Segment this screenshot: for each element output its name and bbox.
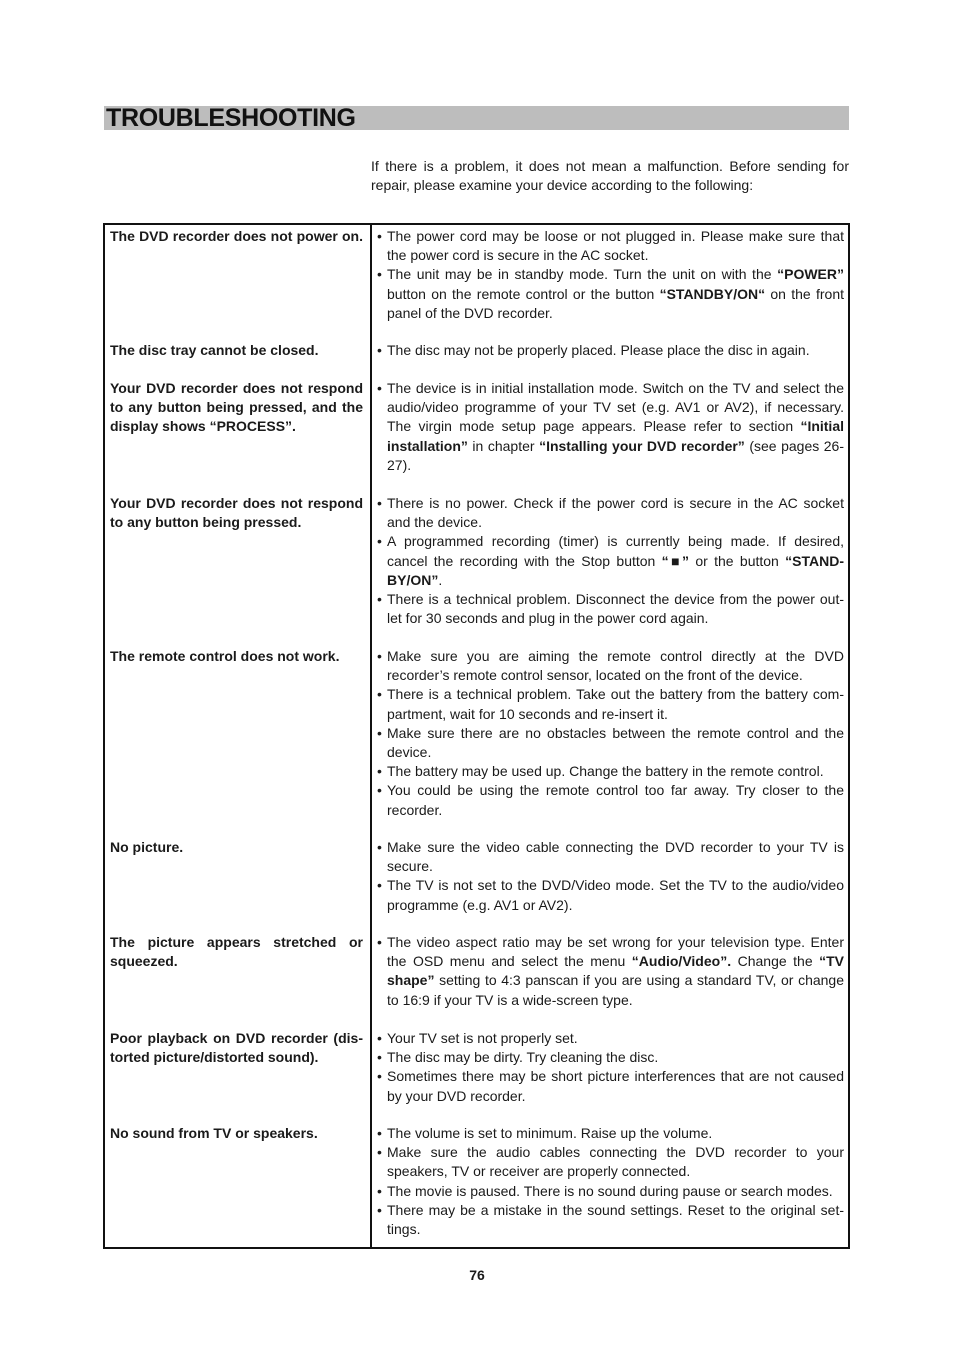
problem-cell: Your DVD recorder does not respond to any button being pressed.: [110, 495, 363, 531]
emphasis-text: “TV shape”: [387, 953, 845, 989]
solution-item: • The TV is not set to the DVD/Video mode. Set the TV to the audio/video programme (e.g. AV1 or AV2).: [377, 876, 844, 914]
page-title: TROUBLESHOOTING: [106, 104, 356, 132]
solution-item: • There may be a mistake in the sound settings. Reset to the original set-tings.: [377, 1201, 844, 1239]
solutions-cell: [377, 379, 844, 475]
solution-item: • There is a technical problem. Disconnect the device from the power out-let for 30 seconds and plug in the power cord again.: [377, 590, 844, 628]
solutions-cell: [377, 341, 844, 360]
solutions-cell: [377, 227, 844, 323]
emphasis-text: “STANDBY/ON“: [659, 285, 766, 302]
solution-item: • The volume is set to minimum. Raise up the volume.: [377, 1124, 844, 1143]
solution-item: • Make sure there are no obstacles between the remote control and the device.: [377, 724, 844, 762]
solutions-cell: [377, 838, 844, 915]
column-divider: [370, 225, 372, 1247]
solution-item: • The battery may be used up. Change the battery in the remote control.: [377, 762, 844, 781]
solutions-cell: [377, 1029, 844, 1106]
solutions-cell: [377, 933, 844, 1010]
emphasis-text: “■”: [661, 552, 690, 569]
solution-item: • There is no power. Check if the power cord is secure in the AC socket and the device.: [377, 494, 844, 532]
problem-cell: No sound from TV or speakers.: [110, 1125, 318, 1141]
intro-paragraph: If there is a problem, it does not mean a malfunction. Before sending for repair, please examine your device according to the following:: [371, 158, 849, 193]
solution-item: • You could be using the remote control too far away. Try closer to the recorder.: [377, 781, 844, 819]
solution-item: • There is a technical problem. Take out the battery from the battery com-partment, wait for 10 seconds and re-insert it.: [377, 685, 844, 723]
emphasis-text: “Initial installation”: [387, 418, 844, 454]
solutions-cell: [377, 1124, 844, 1239]
emphasis-text: “Audio/Video”.: [631, 953, 732, 970]
solution-item: • The disc may not be properly placed. Please place the disc in again.: [377, 341, 844, 360]
troubleshooting-table: [103, 223, 850, 1249]
solution-item: • The power cord may be loose or not plugged in. Please make sure that the power cord is secure in the AC socket.: [377, 227, 844, 265]
emphasis-text: “STAND-BY/ON”: [387, 552, 844, 588]
solution-item: • Make sure the video cable connecting the DVD recorder to your TV is secure.: [377, 838, 844, 876]
solution-item: • The device is in initial installation mode. Switch on the TV and select the audio/video programme of your TV set (e.g. AV1 or AV2), if necessary. The virgin mode setup page appears. Please refer to section “Initial installation” in chapter “Installing your DVD recorder” (see pages 26-27).: [377, 379, 844, 475]
title-bar: [104, 106, 849, 130]
solution-item: • A programmed recording (timer) is currently being made. If desired, cancel the recording with the Stop button “■” or the button “STAND-BY/ON”.: [377, 532, 844, 590]
solution-item: • The video aspect ratio may be set wrong for your television type. Enter the OSD menu and select the menu “Audio/Video”. Change the “TV shape” setting to 4:3 panscan if you are using a standard TV, or change to 16:9 if your TV is a wide-screen type.: [377, 933, 844, 1010]
solution-item: • Your TV set is not properly set.: [377, 1029, 844, 1048]
page-number: 76: [469, 1267, 485, 1283]
problem-cell: Your DVD recorder does not respond to any button being pressed, and the display shows “PROCESS”.: [110, 380, 363, 435]
problem-cell: No picture.: [110, 839, 184, 855]
problem-cell: Poor playback on DVD recorder (dis-torted picture/distorted sound).: [110, 1030, 363, 1066]
solution-item: • The unit may be in standby mode. Turn the unit on with the “POWER” button on the remote control or the button “STANDBY/ON“ on the front panel of the DVD recorder.: [377, 265, 844, 323]
solution-item: • The movie is paused. There is no sound during pause or search modes.: [377, 1182, 844, 1201]
problem-cell: The remote control does not work.: [110, 648, 340, 664]
problem-cell: The disc tray cannot be closed.: [110, 342, 319, 358]
solution-item: • Make sure the audio cables connecting the DVD recorder to your speakers, TV or receiver are properly connected.: [377, 1143, 844, 1181]
solutions-cell: [377, 494, 844, 628]
solution-item: • Make sure you are aiming the remote control directly at the DVD recorder’s remote control sensor, located on the front of the device.: [377, 647, 844, 685]
solutions-cell: [377, 647, 844, 820]
solution-item: • Sometimes there may be short picture interferences that are not caused by your DVD recorder.: [377, 1067, 844, 1105]
emphasis-text: “Installing your DVD recorder”: [539, 437, 745, 454]
problem-cell: The picture appears stretched or squeezed.: [110, 934, 363, 970]
emphasis-text: “POWER”: [777, 266, 844, 283]
solution-item: • The disc may be dirty. Try cleaning the disc.: [377, 1048, 844, 1067]
problem-cell: The DVD recorder does not power on.: [110, 228, 363, 244]
